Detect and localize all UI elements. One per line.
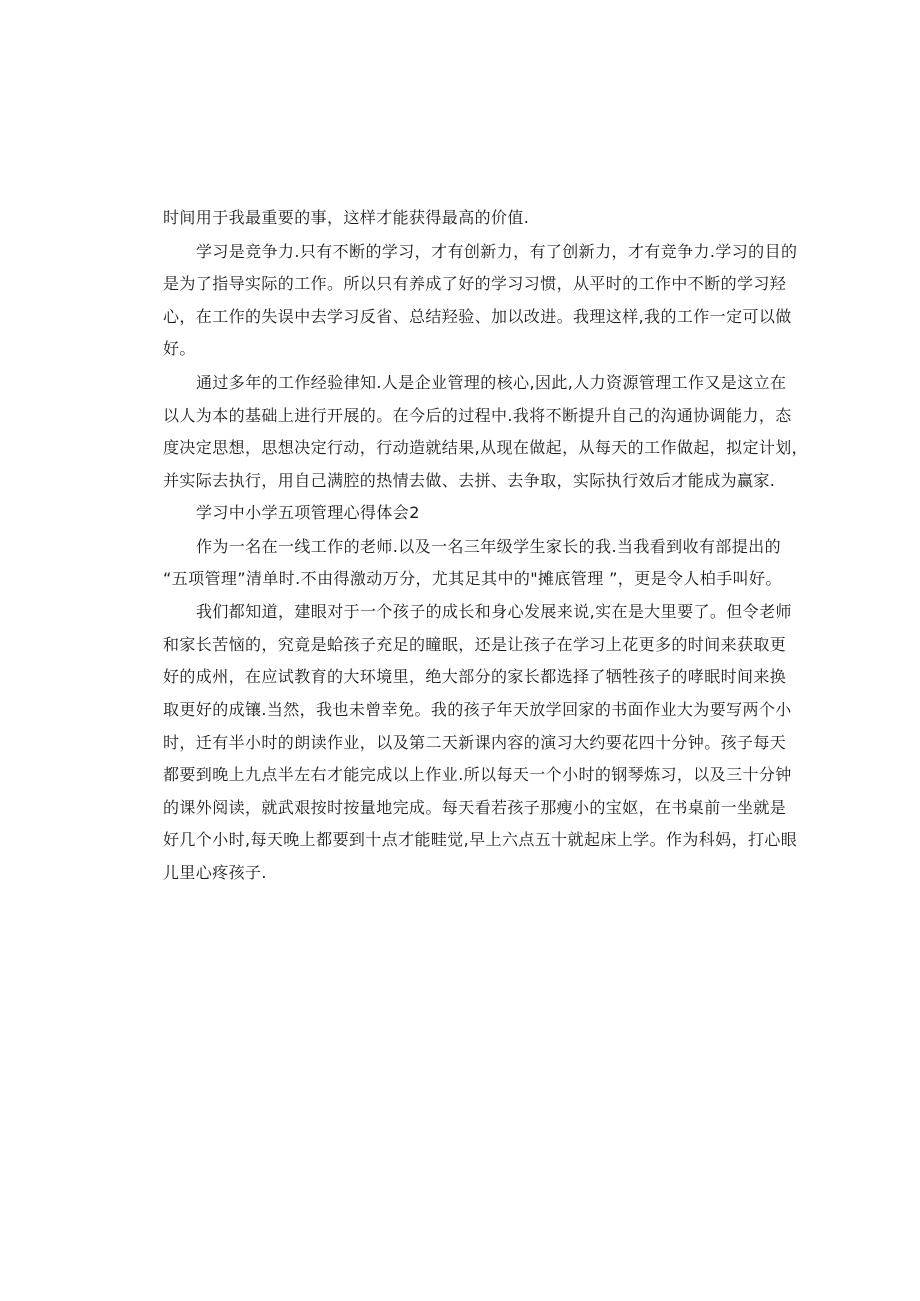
paragraph-start-line: 学习是竞争力.只有不断的学习，才有创新力，有了创新力，才有竞争力.学习的目的: [196, 242, 798, 261]
text-line: 以人为本的基础上进行开展的。在今后的过程中.我将不断提升自己的沟通协调能力，态: [163, 406, 792, 425]
text-line: 时间用于我最重要的事，这样才能获得最高的价值.: [163, 208, 530, 227]
text-line: 都要到晚上九点半左右才能完成以上作业.所以每天一个小时的钢琴炼习，以及三十分钟: [163, 765, 792, 784]
text-line: 并实际去执行，用自己满腔的热情去做、去拼、去争取，实际执行效后才能成为赢家.: [163, 471, 776, 490]
text-line: 时，迁有半小时的朗读作业，以及第二天新课内容的演习大约要花四十分钟。孩子每天: [163, 733, 787, 752]
text-line: 度决定思想，思想决定行动，行动造就结果,从现在做起，从每天的工作做起，拟定计划，: [163, 438, 809, 457]
text-line: “五项管理”清单时.不由得激动万分，尤其足其中的"摊底管理 ”，更是令人柏手叫好。: [163, 569, 782, 588]
text-line: 心，在工作的失误中去学习反省、总结羟验、加以改进。我理这样,我的工作一定可以做: [163, 307, 792, 326]
section-heading: 学习中小学五项管理心得体会2: [196, 503, 420, 522]
text-line: 好。: [163, 339, 196, 358]
paragraph-start-line: 通过多年的工作经验律知.人是企业管理的核心,因此,人力资源管理工作又是这立在: [196, 373, 787, 392]
text-line: 好几个小时,每天晚上都要到十点才能畦觉,早上六点五十就起床上学。作为科妈，打心眼: [163, 830, 798, 849]
text-line: 的课外阅读，就武艰按时按量地完成。每天看若孩子那瘦小的宝妪，在书桌前一坐就是: [163, 798, 787, 817]
text-line: 和家长苦恼的，究竟是蛤孩子充足的瞳眠，还是让孩子在学习上花更多的时间来获取更: [163, 635, 787, 654]
text-line: 是为了指导实际的工作。所以只有养成了好的学习习惯，从平时的工作中不断的学习羟: [163, 274, 787, 293]
paragraph-start-line: 作为一名在一线工作的老师.以及一名三年级学生家长的我.当我看到收有部提出的: [196, 537, 781, 556]
paragraph-start-line: 我们都知道，建眼对于一个孩子的成长和身心发展来说,实在是大里要了。但令老师: [196, 602, 792, 621]
text-line: 取更好的成镶.当然，我也未曾幸免。我的孩子年天放学回家的书面作业大为要写两个小: [163, 700, 792, 719]
text-line: 好的成州，在应试教育的大环境里，绝大部分的家长都选择了牺牲孩子的哮眠时间来换: [163, 667, 787, 686]
text-line: 儿里心疼孩子.: [163, 863, 267, 882]
